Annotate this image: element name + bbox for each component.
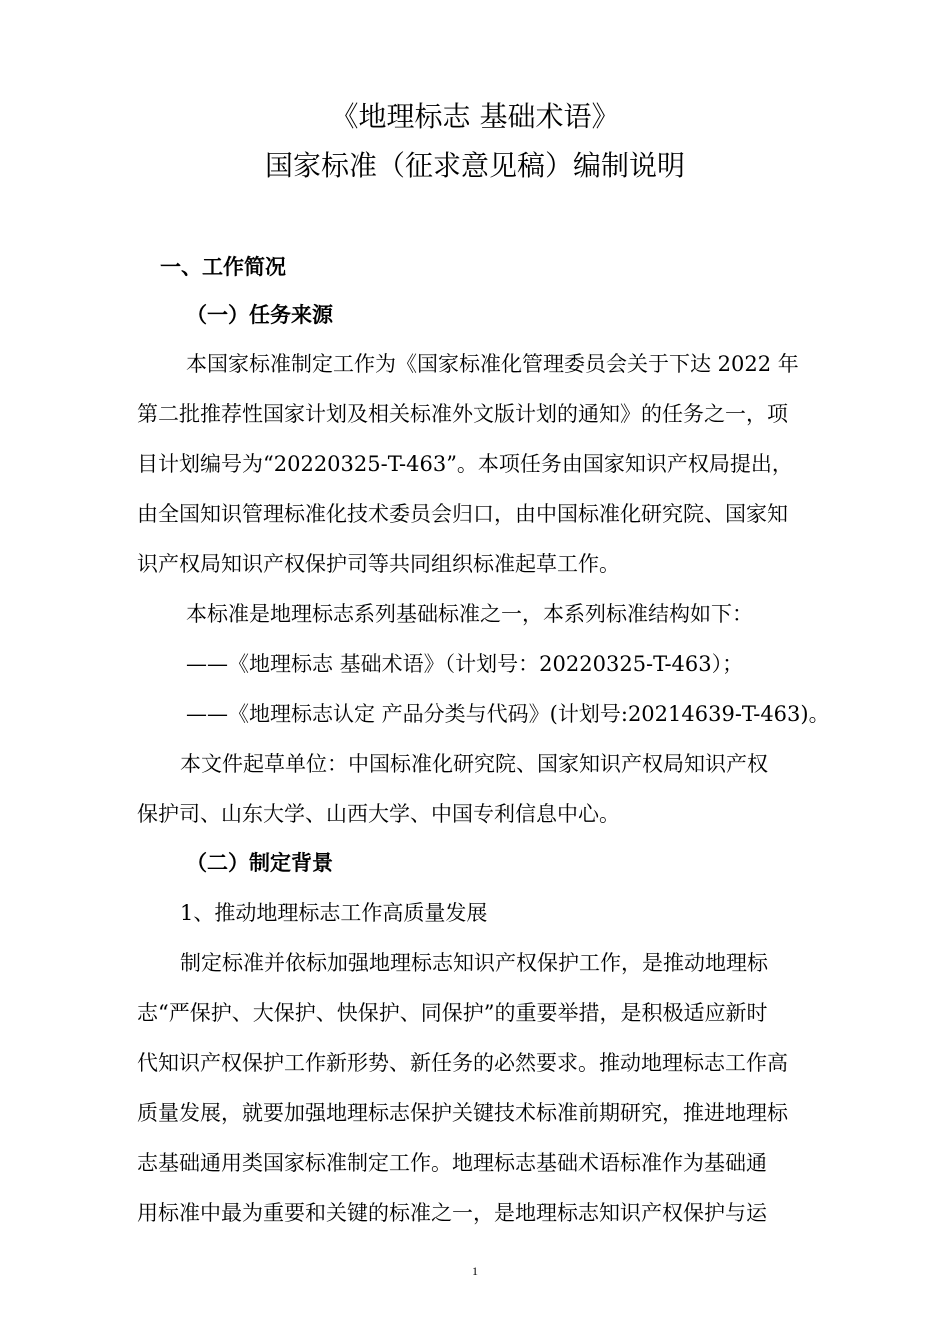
document-title-line-2: 国家标准（征求意见稿）编制说明 (264, 149, 685, 182)
subsection-heading-background: （二）制定背景 (186, 851, 333, 875)
paragraph-line: 用标准中最为重要和关键的标准之一，是地理标志知识产权保护与运 (137, 1201, 767, 1225)
page-number: 1 (472, 1264, 478, 1278)
paragraph-line: 本国家标准制定工作为《国家标准化管理委员会关于下达 2022 年 (186, 352, 799, 376)
paragraph-line: 本文件起草单位：中国标准化研究院、国家知识产权局知识产权 (180, 752, 768, 776)
paragraph-line: 保护司、山东大学、山西大学、中国专利信息中心。 (137, 802, 620, 826)
series-list-item: ——《地理标志 基础术语》（计划号：20220325-T-463）； (186, 652, 744, 676)
subsection-heading-task-source: （一）任务来源 (186, 303, 333, 327)
document-title-line-1: 《地理标志 基础术语》 (330, 100, 620, 133)
paragraph-line: 志“严保护、大保护、快保护、同保护”的重要举措，是积极适应新时 (137, 1001, 768, 1025)
paragraph-line: 第二批推荐性国家计划及相关标准外文版计划的通知》的任务之一，项 (137, 402, 788, 426)
paragraph-line: 由全国知识管理标准化技术委员会归口，由中国标准化研究院、国家知 (137, 502, 788, 526)
paragraph-line: 代知识产权保护工作新形势、新任务的必然要求。推动地理标志工作高 (137, 1051, 788, 1075)
section-heading-work-overview: 一、工作简况 (160, 255, 286, 279)
paragraph-line: 识产权局知识产权保护司等共同组织标准起草工作。 (137, 552, 620, 576)
point-heading: 1、推动地理标志工作高质量发展 (180, 901, 488, 925)
paragraph-series-intro: 本标准是地理标志系列基础标准之一，本系列标准结构如下： (186, 602, 753, 626)
series-list-item: ——《地理标志认定 产品分类与代码》(计划号:20214639-T-463)。 (186, 702, 830, 726)
paragraph-line: 质量发展，就要加强地理标志保护关键技术标准前期研究，推进地理标 (137, 1101, 788, 1125)
paragraph-line: 志基础通用类国家标准制定工作。地理标志基础术语标准作为基础通 (137, 1151, 767, 1175)
paragraph-line: 目计划编号为“20220325-T-463”。本项任务由国家知识产权局提出， (137, 452, 793, 476)
paragraph-line: 制定标准并依标加强地理标志知识产权保护工作，是推动地理标 (180, 951, 768, 975)
